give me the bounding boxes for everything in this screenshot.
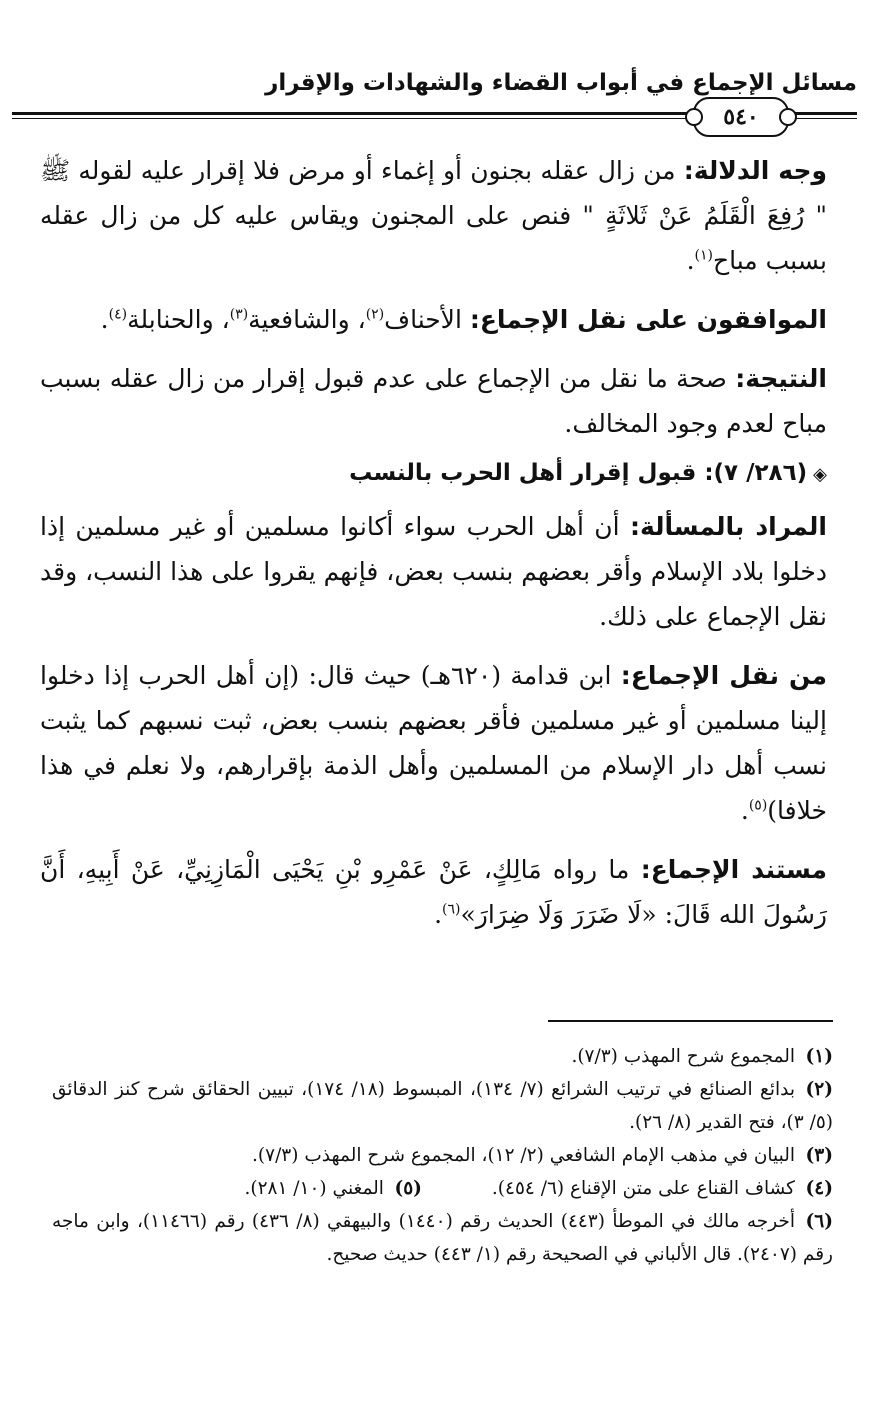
footnote-5 xyxy=(245,1172,422,1205)
text-result: صحة ما نقل من الإجماع على عدم قبول إقرار من زال عقله بسبب مباح لعدم وجود المخالف. xyxy=(40,364,827,438)
footnote-1 xyxy=(52,1040,833,1073)
paragraph-agreeing: الموافقون على نقل الإجماع: الأحناف$^{(٢)}$، والشافعية$^{(٣)}$، والحنابلة$^{(٤)}$. xyxy=(100,305,827,334)
page-number-ornament xyxy=(693,97,789,137)
footnote-2 xyxy=(52,1073,833,1139)
footnote-ref-1[interactable]: (١) xyxy=(694,247,713,264)
running-title: مسائل الإجماع في أبواب القضاء والشهادات والإقرار xyxy=(265,70,857,96)
text-meaning: أن أهل الحرب سواء أكانوا مسلمين أو غير مسلمين إذا دخلوا بلاد الإسلام وأقر بعضهم بنسب بعض، فإنهم يقروا على هذا النسب، وقد نقل الإجماع على ذلك. xyxy=(40,512,827,631)
footnote-4 xyxy=(492,1172,833,1205)
paragraph-result xyxy=(40,356,827,446)
footnote-ref-6[interactable]: (٦) xyxy=(442,901,461,918)
footnote-row-4-5 xyxy=(52,1172,833,1205)
footnote-separator xyxy=(548,1020,833,1022)
diamond-bullet-icon: ◈ xyxy=(813,464,827,485)
footnote-text: كشاف القناع على متن الإقناع (٦/ ٤٥٤). xyxy=(491,1178,795,1199)
footnote-3 xyxy=(52,1139,833,1172)
text-hanafis: الأحناف xyxy=(384,305,470,334)
footnote-number: (٢) xyxy=(805,1079,833,1100)
footnote-number: (٤) xyxy=(805,1178,833,1199)
term-basis: مستند الإجماع: xyxy=(640,855,827,884)
paragraph-meaning xyxy=(40,504,827,639)
text-hanbalis: ، والحنابلة xyxy=(127,305,230,334)
main-text xyxy=(40,148,827,951)
text-shafiis: ، والشافعية xyxy=(248,305,366,334)
page-header xyxy=(12,62,857,130)
issue-number: (٢٨٦/ ٧): xyxy=(704,460,808,486)
footnote-ref-4[interactable]: (٤) xyxy=(108,306,128,323)
footnote-ref-2[interactable]: (٢) xyxy=(365,306,385,323)
text-evidence: من زال عقله بجنون أو إغماء أو مرض فلا إقرار عليه لقوله ﷺ " رُفِعَ الْقَلَمُ عَنْ ثَلاثَةٍ " فنص على المجنون ويقاس عليه كل من زال عقله بسبب مباح xyxy=(40,156,827,275)
term-evidence: وجه الدلالة: xyxy=(683,156,827,185)
term-transmitter: من نقل الإجماع: xyxy=(620,661,827,690)
footnote-text: بدائع الصنائع في ترتيب الشرائع (٧/ ١٣٤)، المبسوط (١٨/ ١٧٤)، تبيين الحقائق شرح كنز الدقائق (٥/ ٣)، فتح القدير (٨/ ٢٦). xyxy=(52,1079,833,1133)
footnote-number: (٣) xyxy=(805,1145,833,1166)
footnote-text: أخرجه مالك في الموطأ (٤٤٣) الحديث رقم (١٤٤٠) والبيهقي (٨/ ٤٣٦) رقم (١١٤٦٦)، وابن ماجه رقم (٢٤٠٧). قال الألباني في الصحيحة رقم (١/ ٤٤٣) حديث صحيح. xyxy=(52,1211,833,1265)
footnotes xyxy=(52,1040,833,1271)
text-basis: ما رواه مَالِكٍ، عَنْ عَمْرِو بْنِ يَحْيَى الْمَازِنِيِّ، عَنْ أَبِيهِ، أَنَّ رَسُولَ الله قَالَ: «لَا ضَرَرَ وَلَا ضِرَارَ» xyxy=(40,855,827,929)
footnote-ref-5[interactable]: (٥) xyxy=(748,797,768,814)
text-transmitter: ابن قدامة (٦٢٠هـ) حيث قال: (إن أهل الحرب إذا دخلوا إلينا مسلمين أو غير مسلمين فأقر بعضهم بنسب بعض، ثبت نسبهم كما يثبت نسب أهل دار الإسلام من المسلمين وأهل الذمة بإقرارهم، ولا نعلم في هذا خلافا) xyxy=(40,661,827,825)
footnote-text: المغني (١٠/ ٢٨١). xyxy=(244,1178,384,1199)
paragraph-transmitter: من نقل الإجماع: ابن قدامة (٦٢٠هـ) حيث قال: (إن أهل الحرب إذا دخلوا إلينا مسلمين أو غير مسلمين فأقر بعضهم بنسب بعض، ثبت نسبهم كما يثبت نسب أهل دار الإسلام من المسلمين وأهل الذمة بإقرارهم، ولا نعلم في هذا خلافا)$^{(٥)}$. xyxy=(40,661,827,825)
issue-heading xyxy=(40,460,827,486)
issue-title: قبول إقرار أهل الحرب بالنسب xyxy=(349,460,705,486)
page-number: ٥٤٠ xyxy=(723,104,759,130)
paragraph-basis: مستند الإجماع: ما رواه مَالِكٍ، عَنْ عَمْرِو بْنِ يَحْيَى الْمَازِنِيِّ، عَنْ أَبِيهِ، أَنَّ رَسُولَ الله قَالَ: «لَا ضَرَرَ وَلَا ضِرَارَ»$^{(٦)}$. xyxy=(40,855,827,929)
footnote-ref-3[interactable]: (٣) xyxy=(229,306,249,323)
footnote-number: (٥) xyxy=(394,1178,422,1199)
term-result: النتيجة: xyxy=(735,364,827,393)
footnote-number: (١) xyxy=(805,1046,833,1067)
term-meaning: المراد بالمسألة: xyxy=(629,512,827,541)
footnote-text: البيان في مذهب الإمام الشافعي (٢/ ١٢)، المجموع شرح المهذب (٧/٣). xyxy=(252,1145,795,1166)
footnote-text: المجموع شرح المهذب (٧/٣). xyxy=(571,1046,795,1067)
footnote-6 xyxy=(52,1205,833,1271)
paragraph-evidence: وجه الدلالة: من زال عقله بجنون أو إغماء أو مرض فلا إقرار عليه لقوله ﷺ " رُفِعَ الْقَلَمُ عَنْ ثَلاثَةٍ " فنص على المجنون ويقاس عليه كل من زال عقله بسبب مباح$^{(١)}$. xyxy=(40,156,827,275)
term-agreeing: الموافقون على نقل الإجماع: xyxy=(469,305,827,334)
footnote-number: (٦) xyxy=(805,1211,833,1232)
